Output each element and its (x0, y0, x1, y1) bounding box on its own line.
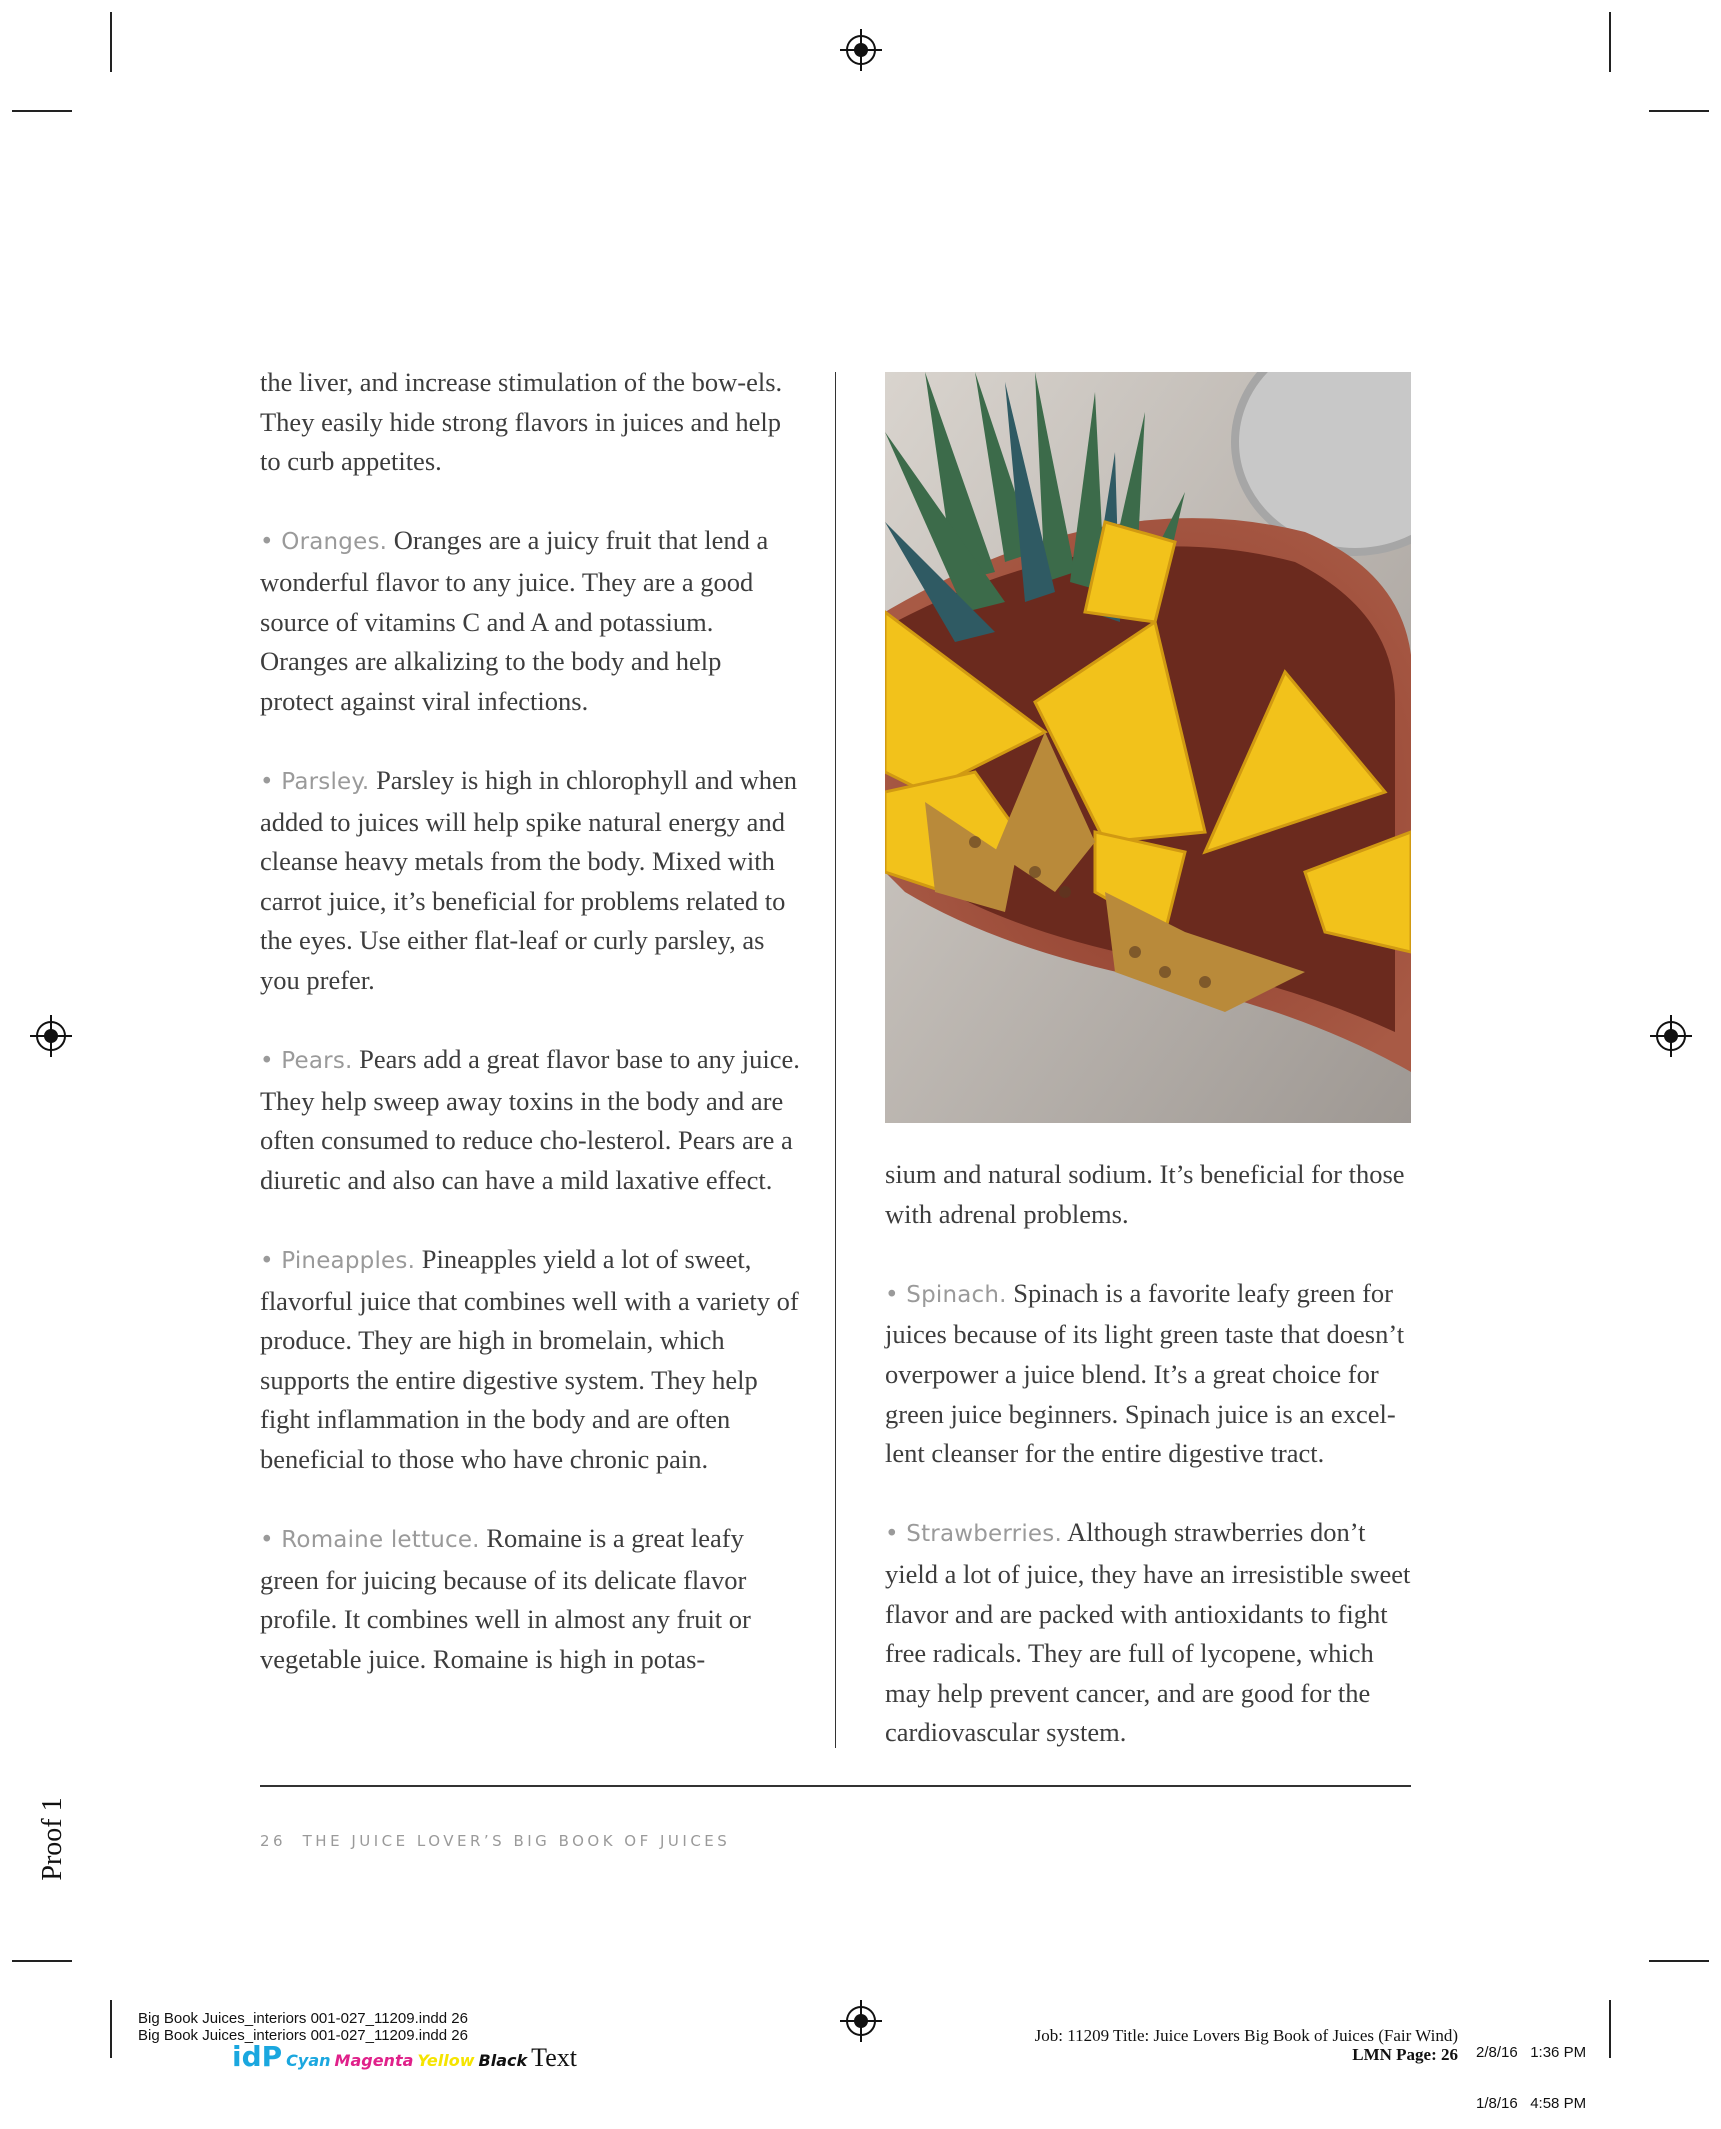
idp-logo: idP (232, 2040, 283, 2073)
left-column (260, 363, 800, 1719)
page-number: 26 (260, 1832, 287, 1850)
yellow-label: Yellow (417, 2051, 475, 2070)
registration-mark-icon (36, 1021, 66, 1051)
crop-mark (12, 110, 72, 112)
footer-rule (260, 1785, 1411, 1787)
continuation-paragraph: sium and natural sodium. It’s beneficial for those with adrenal problems. (885, 1159, 1405, 1229)
registration-mark-icon (1656, 1021, 1686, 1051)
crop-mark (110, 2000, 112, 2058)
job-line: Job: 11209 Title: Juice Lovers Big Book of Juices (Fair Wind) (1034, 2026, 1458, 2045)
right-column (885, 1155, 1425, 1793)
crop-mark (1609, 12, 1611, 72)
term-label: • Pineapples. (260, 1248, 416, 1275)
pineapple-photo (885, 372, 1411, 1123)
slug-file-line: Big Book Juices_interiors 001-027_11209.indd 26 (138, 2010, 468, 2027)
term-label: • Romaine lettuce. (260, 1527, 480, 1554)
registration-mark-icon (846, 2006, 876, 2036)
magenta-label: Magenta (334, 2051, 414, 2070)
crop-mark (110, 12, 112, 72)
cyan-label: Cyan (286, 2051, 331, 2070)
term-label: • Parsley. (260, 768, 370, 795)
list-item-strawberries: • Strawberries. Although strawberries don’t yield a lot of juice, they have an irresistible sweet flavor and are packed with antioxidants to fight free radicals. They are full of lycopene, which may help prevent cancer, and are good for the cardiovascular system. (885, 1517, 1411, 1748)
registration-mark-icon (846, 35, 876, 65)
crop-mark (12, 1960, 72, 1962)
term-label: • Oranges. (260, 529, 388, 556)
black-label: Black (478, 2051, 528, 2070)
date-line: 2/8/16 1:36 PM (1476, 2044, 1587, 2061)
date-line: 1/8/16 4:58 PM (1476, 2095, 1587, 2112)
term-label: • Strawberries. (885, 1521, 1062, 1548)
crop-mark (1649, 1960, 1709, 1962)
text-label: Text (531, 2043, 577, 2072)
slug-file-info (138, 2010, 468, 2044)
crop-mark (1609, 2000, 1611, 2058)
slug-job-info (972, 2026, 1458, 2064)
slug-file-line: Big Book Juices_interiors 001-027_11209.indd 26 (138, 2027, 468, 2044)
list-item-pears: • Pears. Pears add a great flavor base to any juice. They help sweep away toxins in the body and are often consumed to reduce cho-lesterol. Pears are a diuretic and also can have a mild laxative effect. (260, 1044, 800, 1195)
running-footer (260, 1832, 730, 1850)
term-label: • Pears. (260, 1048, 353, 1075)
proof-label: Proof 1 (37, 1797, 68, 1881)
slug-dates (1476, 2010, 1586, 2129)
intro-paragraph: the liver, and increase stimulation of the bow-els. They easily hide strong flavors in juices and help to curb appetites. (260, 367, 783, 477)
crop-mark (1649, 110, 1709, 112)
column-divider (835, 372, 836, 1748)
list-item-oranges: • Oranges. Oranges are a juicy fruit that lend a wonderful flavor to any juice. They are a good source of vitamins C and A and potassium. Oranges are alkalizing to the body and help protect against viral infections. (260, 525, 769, 716)
color-bar (232, 2040, 577, 2073)
term-label: • Spinach. (885, 1281, 1007, 1308)
pineapple-photo-icon (885, 372, 1411, 1123)
list-item-romaine: • Romaine lettuce. Romaine is a great leafy green for juicing because of its delicate flavor profile. It combines well in almost any fruit or vegetable juice. Romaine is high in potas- (260, 1523, 751, 1674)
list-item-spinach: • Spinach. Spinach is a favorite leafy green for juices because of its light green taste that doesn’t overpower a juice blend. It’s a great choice for green juice beginners. Spinach juice is an excel-lent cleanser for the entire digestive tract. (885, 1277, 1405, 1469)
book-title: THE JUICE LOVER’S BIG BOOK OF JUICES (302, 1832, 731, 1850)
list-item-parsley: • Parsley. Parsley is high in chlorophyll and when added to juices will help spike natural energy and cleanse heavy metals from the body. Mixed with carrot juice, it’s beneficial for problems related to the eyes. Use either flat-leaf or curly parsley, as you prefer. (260, 764, 798, 995)
lmn-page: LMN Page: 26 (1352, 2045, 1458, 2064)
list-item-pineapples: • Pineapples. Pineapples yield a lot of sweet, flavorful juice that combines well with a variety of produce. They are high in bromelain, which supports the entire digestive system. They help fight inflammation in the body and are often beneficial to those who have chronic pain. (260, 1244, 799, 1475)
